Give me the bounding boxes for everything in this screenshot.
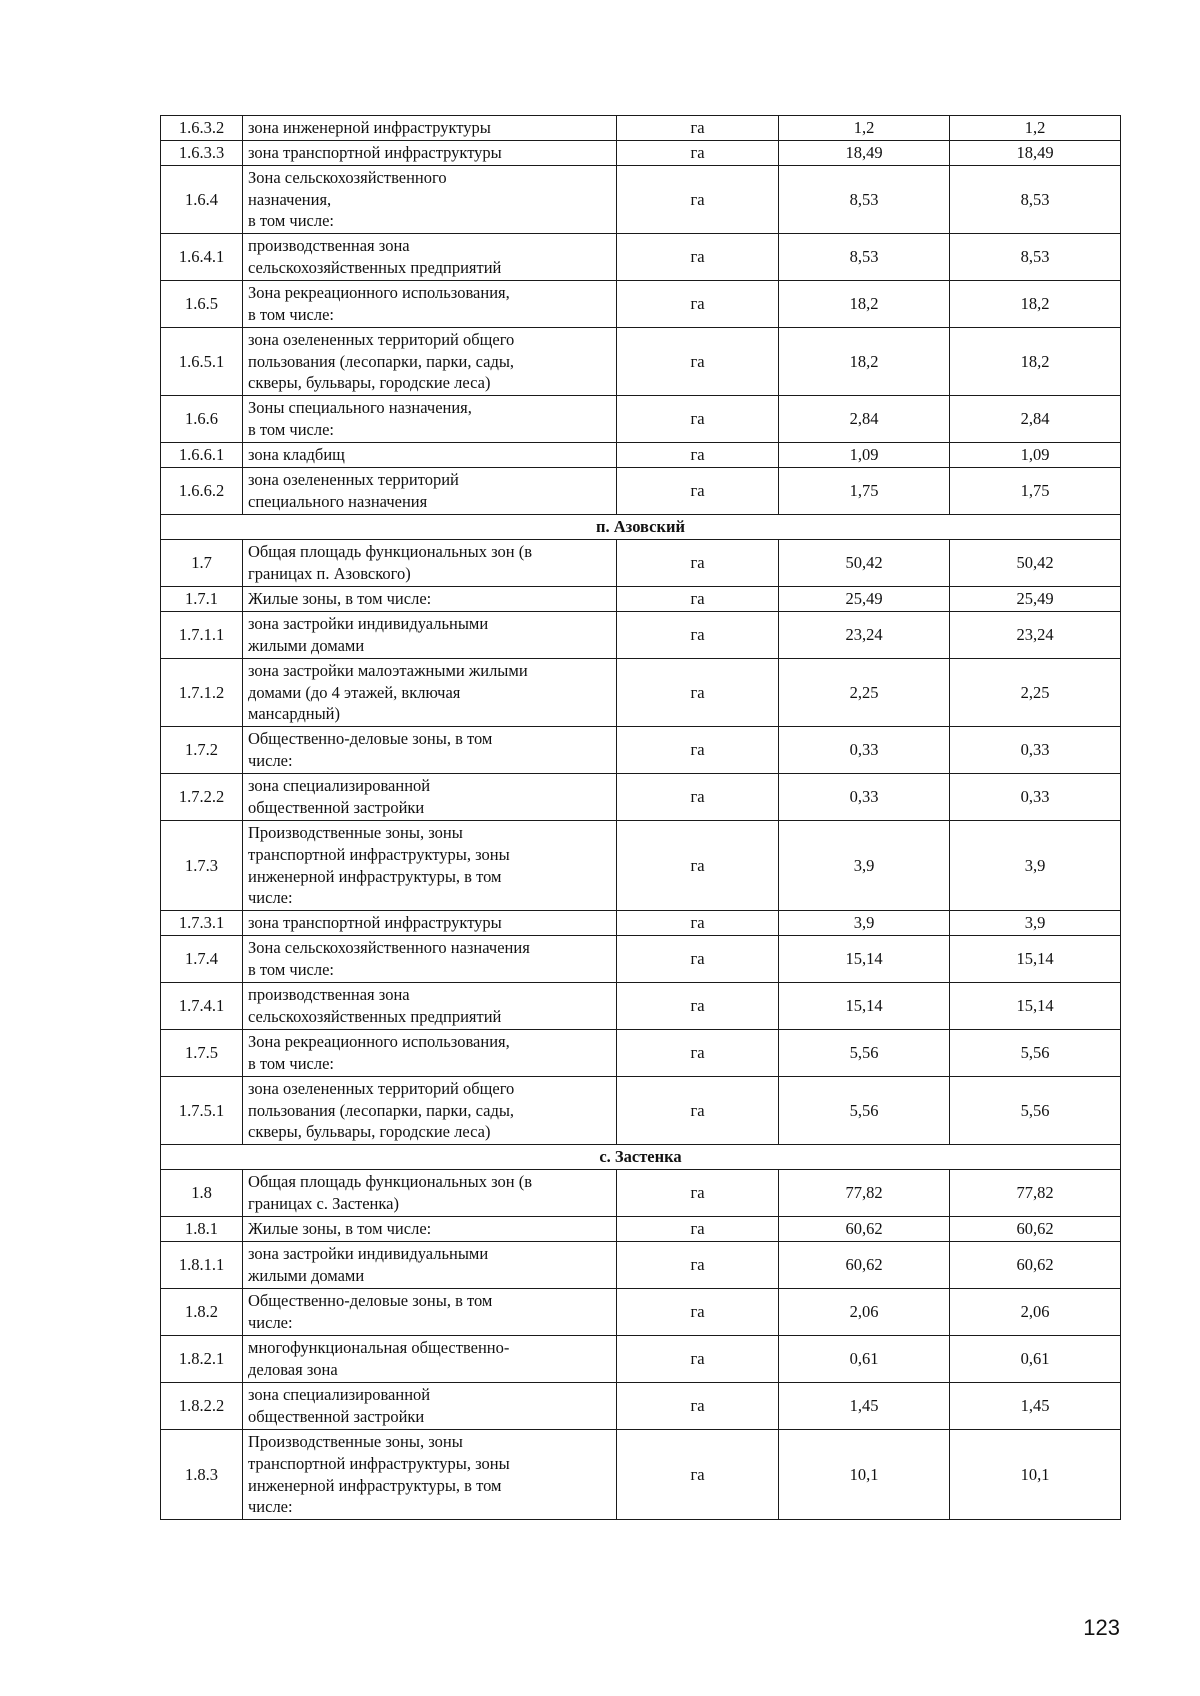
- table-row: [161, 587, 1121, 612]
- unit-cell: га: [617, 911, 779, 936]
- unit-cell: га: [617, 1289, 779, 1336]
- table-row: [161, 234, 1121, 281]
- value-planned-cell: 50,42: [950, 540, 1121, 587]
- row-number-cell: 1.8.1.1: [161, 1242, 243, 1289]
- value-existing-cell: 18,49: [779, 141, 950, 166]
- table-row: [161, 328, 1121, 396]
- value-planned-cell: 2,25: [950, 659, 1121, 727]
- unit-cell: га: [617, 774, 779, 821]
- unit-cell: га: [617, 468, 779, 515]
- table-row: [161, 166, 1121, 234]
- value-existing-cell: 1,45: [779, 1383, 950, 1430]
- value-planned-cell: 60,62: [950, 1217, 1121, 1242]
- value-existing-cell: 77,82: [779, 1170, 950, 1217]
- value-planned-cell: 23,24: [950, 612, 1121, 659]
- table-row: [161, 659, 1121, 727]
- zones-table: [160, 115, 1121, 1520]
- value-existing-cell: 8,53: [779, 166, 950, 234]
- zone-name-cell: зона кладбищ: [243, 443, 617, 468]
- table-row: [161, 1217, 1121, 1242]
- value-existing-cell: 1,09: [779, 443, 950, 468]
- row-number-cell: 1.8.3: [161, 1430, 243, 1520]
- value-planned-cell: 3,9: [950, 911, 1121, 936]
- unit-cell: га: [617, 983, 779, 1030]
- value-existing-cell: 5,56: [779, 1077, 950, 1145]
- section-header-row: [161, 1145, 1121, 1170]
- value-existing-cell: 60,62: [779, 1217, 950, 1242]
- table-row: [161, 1030, 1121, 1077]
- zone-name-cell: Общественно-деловые зоны, в том числе:: [243, 1289, 617, 1336]
- value-planned-cell: 5,56: [950, 1077, 1121, 1145]
- value-planned-cell: 1,2: [950, 116, 1121, 141]
- unit-cell: га: [617, 1077, 779, 1145]
- value-existing-cell: 18,2: [779, 281, 950, 328]
- unit-cell: га: [617, 1242, 779, 1289]
- unit-cell: га: [617, 936, 779, 983]
- table-row: [161, 612, 1121, 659]
- table-row: [161, 1077, 1121, 1145]
- zone-name-cell: Зона рекреационного использования, в том числе:: [243, 1030, 617, 1077]
- value-planned-cell: 15,14: [950, 936, 1121, 983]
- value-existing-cell: 0,33: [779, 774, 950, 821]
- zone-name-cell: Зона сельскохозяйственного назначения, в том числе:: [243, 166, 617, 234]
- value-planned-cell: 8,53: [950, 234, 1121, 281]
- table-row: [161, 727, 1121, 774]
- unit-cell: га: [617, 1030, 779, 1077]
- zone-name-cell: многофункциональная общественно- деловая зона: [243, 1336, 617, 1383]
- value-existing-cell: 3,9: [779, 821, 950, 911]
- zone-name-cell: зона застройки малоэтажными жилыми домами (до 4 этажей, включая мансардный): [243, 659, 617, 727]
- zone-name-cell: зона инженерной инфраструктуры: [243, 116, 617, 141]
- table-row: [161, 911, 1121, 936]
- value-planned-cell: 1,45: [950, 1383, 1121, 1430]
- page-number: 123: [1083, 1615, 1120, 1640]
- value-existing-cell: 8,53: [779, 234, 950, 281]
- row-number-cell: 1.7.2: [161, 727, 243, 774]
- zone-name-cell: зона озелененных территорий специального назначения: [243, 468, 617, 515]
- table-row: [161, 821, 1121, 911]
- unit-cell: га: [617, 281, 779, 328]
- unit-cell: га: [617, 727, 779, 774]
- value-planned-cell: 10,1: [950, 1430, 1121, 1520]
- value-planned-cell: 18,49: [950, 141, 1121, 166]
- zone-name-cell: зона озелененных территорий общего пользования (лесопарки, парки, сады, скверы, бульвары, городские леса): [243, 328, 617, 396]
- zone-name-cell: зона озелененных территорий общего пользования (лесопарки, парки, сады, скверы, бульвары, городские леса): [243, 1077, 617, 1145]
- value-planned-cell: 18,2: [950, 328, 1121, 396]
- section-header-row: [161, 515, 1121, 540]
- table-row: [161, 116, 1121, 141]
- unit-cell: га: [617, 821, 779, 911]
- value-planned-cell: 0,33: [950, 774, 1121, 821]
- value-existing-cell: 10,1: [779, 1430, 950, 1520]
- zone-name-cell: зона специализированной общественной застройки: [243, 774, 617, 821]
- value-existing-cell: 0,61: [779, 1336, 950, 1383]
- row-number-cell: 1.7.3.1: [161, 911, 243, 936]
- zone-name-cell: Производственные зоны, зоны транспортной инфраструктуры, зоны инженерной инфраструктуры, в том числе:: [243, 1430, 617, 1520]
- table-row: [161, 1289, 1121, 1336]
- zone-name-cell: зона застройки индивидуальными жилыми домами: [243, 612, 617, 659]
- value-existing-cell: 2,06: [779, 1289, 950, 1336]
- row-number-cell: 1.6.4.1: [161, 234, 243, 281]
- value-planned-cell: 2,06: [950, 1289, 1121, 1336]
- row-number-cell: 1.8.1: [161, 1217, 243, 1242]
- zone-name-cell: Зона рекреационного использования, в том числе:: [243, 281, 617, 328]
- value-planned-cell: 25,49: [950, 587, 1121, 612]
- row-number-cell: 1.7.5: [161, 1030, 243, 1077]
- zones-table-body: [161, 116, 1121, 1520]
- table-row: [161, 443, 1121, 468]
- value-planned-cell: 5,56: [950, 1030, 1121, 1077]
- table-row: [161, 1336, 1121, 1383]
- table-row: [161, 141, 1121, 166]
- zone-name-cell: производственная зона сельскохозяйственных предприятий: [243, 234, 617, 281]
- value-existing-cell: 25,49: [779, 587, 950, 612]
- unit-cell: га: [617, 443, 779, 468]
- unit-cell: га: [617, 141, 779, 166]
- zone-name-cell: Жилые зоны, в том числе:: [243, 587, 617, 612]
- row-number-cell: 1.8: [161, 1170, 243, 1217]
- value-existing-cell: 0,33: [779, 727, 950, 774]
- table-row: [161, 396, 1121, 443]
- value-existing-cell: 23,24: [779, 612, 950, 659]
- value-existing-cell: 50,42: [779, 540, 950, 587]
- value-planned-cell: 3,9: [950, 821, 1121, 911]
- zone-name-cell: зона транспортной инфраструктуры: [243, 911, 617, 936]
- value-existing-cell: 5,56: [779, 1030, 950, 1077]
- zone-name-cell: Зоны специального назначения, в том числе:: [243, 396, 617, 443]
- value-existing-cell: 15,14: [779, 936, 950, 983]
- value-planned-cell: 77,82: [950, 1170, 1121, 1217]
- zone-name-cell: зона специализированной общественной застройки: [243, 1383, 617, 1430]
- table-row: [161, 774, 1121, 821]
- unit-cell: га: [617, 540, 779, 587]
- zone-name-cell: Общая площадь функциональных зон (в границах с. Застенка): [243, 1170, 617, 1217]
- unit-cell: га: [617, 1383, 779, 1430]
- table-row: [161, 1430, 1121, 1520]
- row-number-cell: 1.8.2.2: [161, 1383, 243, 1430]
- unit-cell: га: [617, 328, 779, 396]
- value-planned-cell: 0,33: [950, 727, 1121, 774]
- value-planned-cell: 18,2: [950, 281, 1121, 328]
- unit-cell: га: [617, 166, 779, 234]
- zone-name-cell: производственная зона сельскохозяйственных предприятий: [243, 983, 617, 1030]
- unit-cell: га: [617, 1430, 779, 1520]
- row-number-cell: 1.7.4.1: [161, 983, 243, 1030]
- value-existing-cell: 15,14: [779, 983, 950, 1030]
- value-planned-cell: 1,09: [950, 443, 1121, 468]
- row-number-cell: 1.6.4: [161, 166, 243, 234]
- value-planned-cell: 60,62: [950, 1242, 1121, 1289]
- value-planned-cell: 8,53: [950, 166, 1121, 234]
- table-row: [161, 281, 1121, 328]
- row-number-cell: 1.7.5.1: [161, 1077, 243, 1145]
- unit-cell: га: [617, 612, 779, 659]
- row-number-cell: 1.6.6: [161, 396, 243, 443]
- unit-cell: га: [617, 659, 779, 727]
- table-row: [161, 936, 1121, 983]
- value-planned-cell: 0,61: [950, 1336, 1121, 1383]
- value-existing-cell: 18,2: [779, 328, 950, 396]
- value-existing-cell: 60,62: [779, 1242, 950, 1289]
- value-existing-cell: 3,9: [779, 911, 950, 936]
- row-number-cell: 1.7: [161, 540, 243, 587]
- row-number-cell: 1.6.3.2: [161, 116, 243, 141]
- zone-name-cell: Жилые зоны, в том числе:: [243, 1217, 617, 1242]
- zone-name-cell: Общая площадь функциональных зон (в границах п. Азовского): [243, 540, 617, 587]
- table-row: [161, 1242, 1121, 1289]
- unit-cell: га: [617, 1170, 779, 1217]
- row-number-cell: 1.8.2.1: [161, 1336, 243, 1383]
- unit-cell: га: [617, 1217, 779, 1242]
- row-number-cell: 1.6.5.1: [161, 328, 243, 396]
- row-number-cell: 1.6.6.1: [161, 443, 243, 468]
- table-row: [161, 1170, 1121, 1217]
- unit-cell: га: [617, 396, 779, 443]
- zone-name-cell: зона застройки индивидуальными жилыми домами: [243, 1242, 617, 1289]
- row-number-cell: 1.6.3.3: [161, 141, 243, 166]
- value-planned-cell: 15,14: [950, 983, 1121, 1030]
- row-number-cell: 1.7.2.2: [161, 774, 243, 821]
- row-number-cell: 1.7.3: [161, 821, 243, 911]
- table-row: [161, 540, 1121, 587]
- value-existing-cell: 2,84: [779, 396, 950, 443]
- unit-cell: га: [617, 1336, 779, 1383]
- unit-cell: га: [617, 234, 779, 281]
- table-row: [161, 983, 1121, 1030]
- row-number-cell: 1.6.5: [161, 281, 243, 328]
- zone-name-cell: Производственные зоны, зоны транспортной инфраструктуры, зоны инженерной инфраструктуры, в том числе:: [243, 821, 617, 911]
- zone-name-cell: Общественно-деловые зоны, в том числе:: [243, 727, 617, 774]
- section-title: п. Азовский: [161, 515, 1121, 540]
- table-row: [161, 468, 1121, 515]
- value-existing-cell: 2,25: [779, 659, 950, 727]
- row-number-cell: 1.6.6.2: [161, 468, 243, 515]
- row-number-cell: 1.7.1.2: [161, 659, 243, 727]
- row-number-cell: 1.7.1.1: [161, 612, 243, 659]
- unit-cell: га: [617, 116, 779, 141]
- zone-name-cell: зона транспортной инфраструктуры: [243, 141, 617, 166]
- value-existing-cell: 1,2: [779, 116, 950, 141]
- value-existing-cell: 1,75: [779, 468, 950, 515]
- table-row: [161, 1383, 1121, 1430]
- zone-name-cell: Зона сельскохозяйственного назначения в том числе:: [243, 936, 617, 983]
- value-planned-cell: 1,75: [950, 468, 1121, 515]
- value-planned-cell: 2,84: [950, 396, 1121, 443]
- unit-cell: га: [617, 587, 779, 612]
- row-number-cell: 1.7.1: [161, 587, 243, 612]
- row-number-cell: 1.8.2: [161, 1289, 243, 1336]
- row-number-cell: 1.7.4: [161, 936, 243, 983]
- section-title: с. Застенка: [161, 1145, 1121, 1170]
